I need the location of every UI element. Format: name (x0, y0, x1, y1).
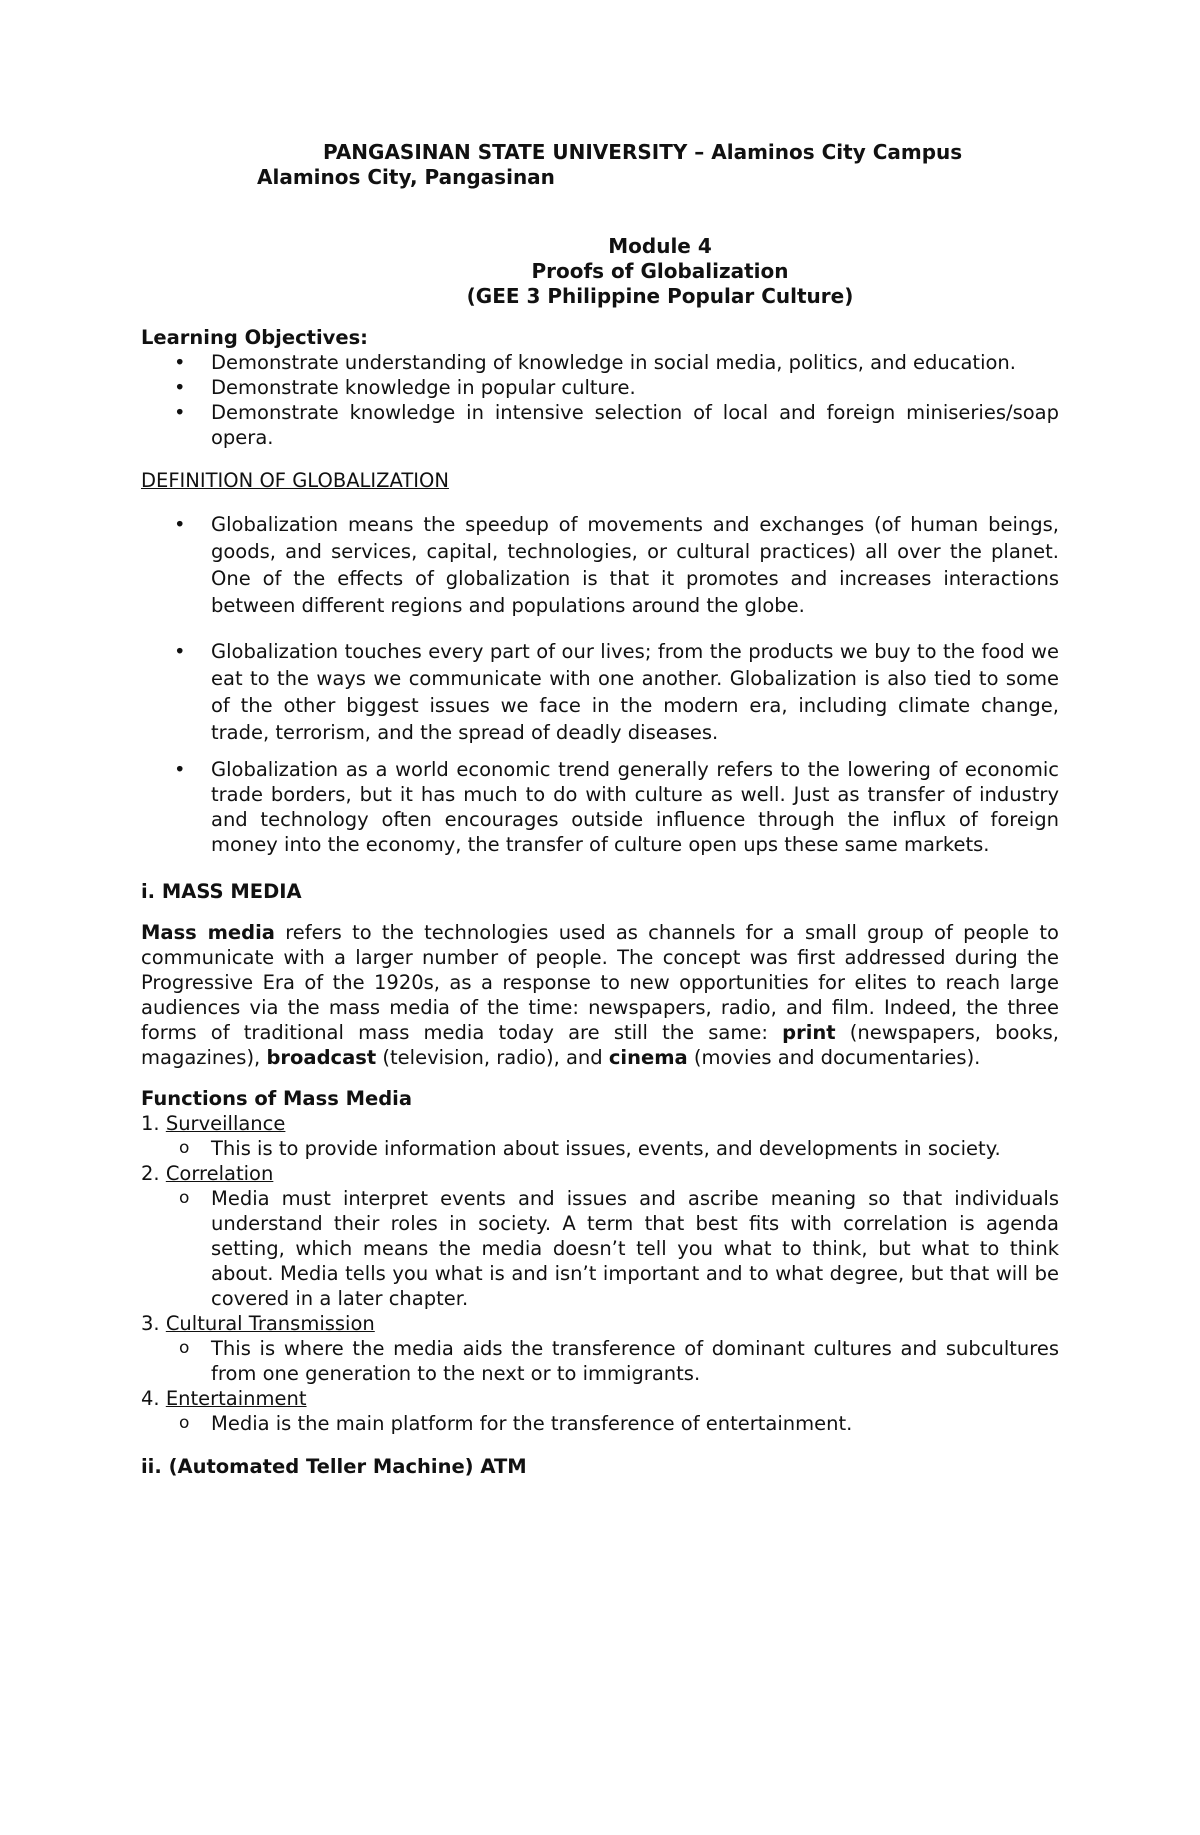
document-content (141, 140, 1059, 1479)
bullet-icon: • (174, 640, 186, 663)
list-item: • Demonstrate knowledge in popular culture. (174, 376, 636, 399)
module-number: Module 4 (608, 234, 712, 258)
list-item: • Demonstrate understanding of knowledge in social media, politics, and education. (174, 351, 1016, 374)
bullet-icon: • (174, 401, 186, 424)
list-item: 4. Entertainment o Media is the main platform for the transference of entertainment. (141, 1387, 853, 1435)
list-item: • Demonstrate knowledge in intensive selection of local and foreign miniseries/soap opera. (174, 401, 1059, 449)
list-item: 2. Correlation o Media must interpret events and issues and ascribe meaning so that individuals understand their roles in society. A term that best fits with correlation is agenda setting, which means the media doesn’t tell you what to think, but what to think about. Media tells you what is and isn’t important and to what degree, but that will be covered in a later chapter. (141, 1162, 1059, 1310)
list-item: • Globalization as a world economic trend generally refers to the lowering of economic trade borders, but it has much to do with culture as well. Just as transfer of industry and technology often encourages outside influence through the influx of foreign money into the economy, the transfer of culture open ups these same markets. (174, 758, 1059, 856)
campus-location: Alaminos City, Pangasinan (257, 165, 555, 189)
university-name: PANGASINAN STATE UNIVERSITY – Alaminos City Campus (323, 140, 963, 164)
sub-bullet-icon: o (179, 1138, 190, 1158)
functions-list (141, 1111, 1059, 1436)
definition-heading: DEFINITION OF GLOBALIZATION (141, 469, 449, 492)
atm-heading: ii. (Automated Teller Machine) ATM (141, 1455, 527, 1478)
course-title: (GEE 3 Philippine Popular Culture) (466, 284, 854, 308)
list-item: 1. Surveillance o This is to provide information about issues, events, and developments in society. (141, 1112, 1001, 1160)
sub-bullet-icon: o (179, 1413, 190, 1433)
bullet-icon: • (174, 513, 186, 536)
mass-media-heading: i. MASS MEDIA (141, 880, 302, 903)
module-topic: Proofs of Globalization (531, 259, 789, 283)
sub-bullet-icon: o (179, 1338, 190, 1358)
bullet-icon: • (174, 758, 186, 781)
functions-heading: Functions of Mass Media (141, 1087, 413, 1110)
objectives-list (141, 350, 1059, 450)
list-item: 3. Cultural Transmission o This is where the media aids the transference of dominant cultures and subcultures from one generation to the next or to immigrants. (141, 1312, 1059, 1385)
list-item: • Globalization touches every part of our lives; from the products we buy to the food we eat to the ways we communicate with one another. Globalization is also tied to some of the other biggest issues we face in the modern era, including climate change, trade, terrorism, and the spread of deadly diseases. (174, 640, 1059, 744)
list-item: • Globalization means the speedup of movements and exchanges (of human beings, goods, and services, capital, technologies, or cultural practices) all over the planet. One of the effects of globalization is that it promotes and increases interactions between different regions and populations around the globe. (174, 513, 1059, 617)
mass-media-paragraph: Mass media refers to the technologies used as channels for a small group of people to communicate with a larger number of people. The concept was first addressed during the Progressive Era of the 1920s, as a response to new opportunities for elites to reach large audiences via the mass media of the time: newspapers, radio, and film. Indeed, the three forms of traditional mass media today are still the same: print (newspapers, books, magazines), broadcast (television, radio), and cinema (movies and documentaries). (141, 921, 1060, 1069)
bullet-icon: • (174, 376, 186, 399)
objectives-heading: Learning Objectives: (141, 326, 368, 349)
definition-list (141, 511, 1059, 857)
sub-bullet-icon: o (179, 1188, 190, 1208)
bullet-icon: • (174, 351, 186, 374)
